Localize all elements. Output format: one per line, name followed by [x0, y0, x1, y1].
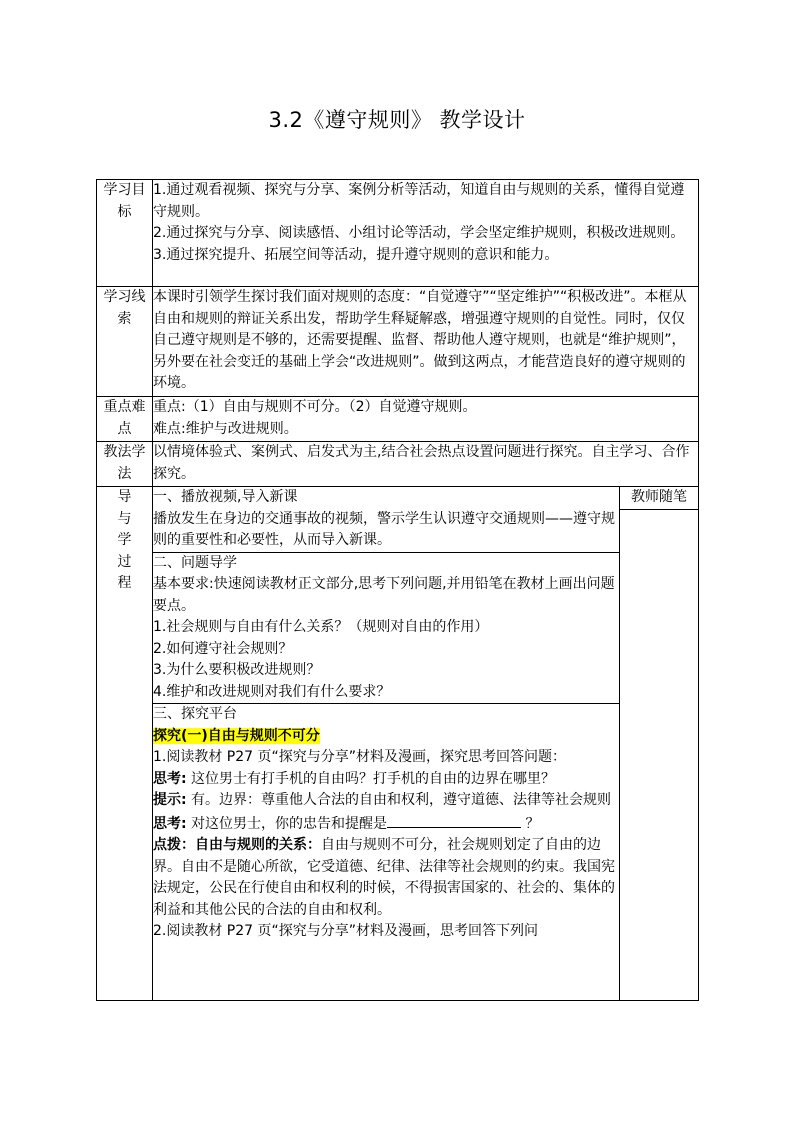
section-explore: [153, 704, 620, 1001]
process-row-4: [97, 704, 699, 1001]
objectives-label: 学习目标: [97, 180, 153, 287]
objectives-row: [97, 180, 699, 287]
method-label: 教法学法: [97, 442, 153, 487]
section-intro: [153, 487, 620, 553]
notes-column: [620, 510, 699, 1001]
hint: [153, 790, 619, 812]
keypoints-row: [97, 397, 699, 442]
lesson-plan-table: [96, 179, 699, 1001]
method-content: 以情境体验式、案例式、启发式为主,结合社会热点设置问题进行探究。自主学习、合作探究。: [153, 442, 699, 487]
guidance-text: 自由与规则不可分，社会规则划定了自由的边界。自由不是随心所欲，它受道德、纪律、法律等社会规则的约束。我国宪法规定，公民在行使自由和权利的时候，不得损害国家的、社会的、集体的利益和其他公民的合法的自由和权利。: [153, 837, 615, 918]
notes-header: 教师随笔: [620, 487, 699, 510]
section-heading: 三、探究平台: [153, 706, 237, 722]
question-item: 4.维护和改进规则对我们有什么要求？: [153, 683, 391, 700]
question-item: 3.为什么要积极改进规则？: [153, 662, 321, 678]
think-label: 思考:: [153, 815, 187, 832]
think-1: [153, 769, 619, 791]
process-row-3: [97, 552, 699, 704]
document-title: 3.2《遵守规则》 教学设计: [268, 108, 526, 132]
section-intro-text: 基本要求:快速阅读教材正文部分,思考下列问题,并用铅笔在教材上画出问题要点。: [153, 576, 615, 614]
clue-label: 学习线索: [97, 287, 153, 397]
guidance: [153, 835, 619, 921]
guidance-bold: 自由与规则的关系：: [195, 837, 321, 853]
reading-task-2: 2.阅读教材 P27 页“探究与分享”材料及漫画，思考回答下列问: [153, 923, 539, 939]
reading-task-1: 1.阅读教材 P27 页“探究与分享”材料及漫画，探究思考回答问题：: [153, 749, 567, 765]
objective-item: 1.通过观看视频、探究与分享、案例分析等活动，知道自由与规则的关系，懂得自觉遵守规则。: [153, 182, 685, 220]
section-guided-questions: [153, 552, 620, 704]
keypoints-label: 重点难点: [97, 397, 153, 442]
think-2: [153, 812, 619, 836]
method-row: [97, 442, 699, 487]
process-row-1: [97, 487, 699, 510]
section-heading: 一、播放视频,导入新课: [153, 489, 298, 505]
clue-row: [97, 287, 699, 397]
objective-item: 3.通过探究提升、拓展空间等活动，提升遵守规则的意识和能力。: [153, 246, 559, 263]
clue-content: 本课时引领学生探讨我们面对规则的态度：“自觉遵守”“坚定维护”“积极改进”。本框从自由和规则的辩证关系出发，帮助学生释疑解惑，增强遵守规则的自觉性。同时，仅仅自己遵守规则是不够的，还需要提醒、监督、帮助他人遵守规则，也就是“维护规则”，另外要在社会变迁的基础上学会“改进规则”。做到这两点，才能营造良好的遵守规则的环境。: [153, 287, 699, 397]
guidance-label: 点拨：: [153, 837, 195, 853]
think-end: ？: [521, 815, 540, 832]
keypoints-content: [153, 397, 699, 442]
difficulty-text: 难点:维护与改进规则。: [153, 420, 298, 437]
question-item: 2.如何遵守社会规则？: [153, 640, 293, 657]
section-text: 播放发生在身边的交通事故的视频，警示学生认识遵守交通规则——遵守规则的重要性和必要性，从而导入新课。: [153, 510, 615, 548]
think-label: 思考:: [153, 770, 187, 787]
hint-text: 有。边界：尊重他人合法的自由和权利，遵守道德、法律等社会规则: [186, 792, 612, 808]
explore-title-highlight: 探究(一)自由与规则不可分: [153, 727, 320, 744]
section-heading: 二、问题导学: [153, 554, 237, 571]
question-item: 1.社会规则与自由有什么关系？（规则对自由的作用）: [153, 619, 489, 635]
think-text: 这位男士有打手机的自由吗？打手机的自由的边界在哪里？: [186, 770, 556, 787]
objectives-content: [153, 180, 699, 287]
process-label: [97, 487, 153, 1001]
objective-item: 2.通过探究与分享、阅读感悟、小组讨论等活动，学会坚定维护规则，积极改进规则。: [153, 225, 685, 241]
process-label-text: 导与学过程: [117, 489, 132, 591]
think-text: 对这位男士，你的忠告和提醒是: [186, 815, 388, 832]
focus-text: 重点:（1）自由与规则不可分。（2）自觉遵守规则。: [153, 399, 477, 415]
hint-label: 提示:: [153, 792, 187, 808]
answer-blank[interactable]: [387, 812, 521, 828]
